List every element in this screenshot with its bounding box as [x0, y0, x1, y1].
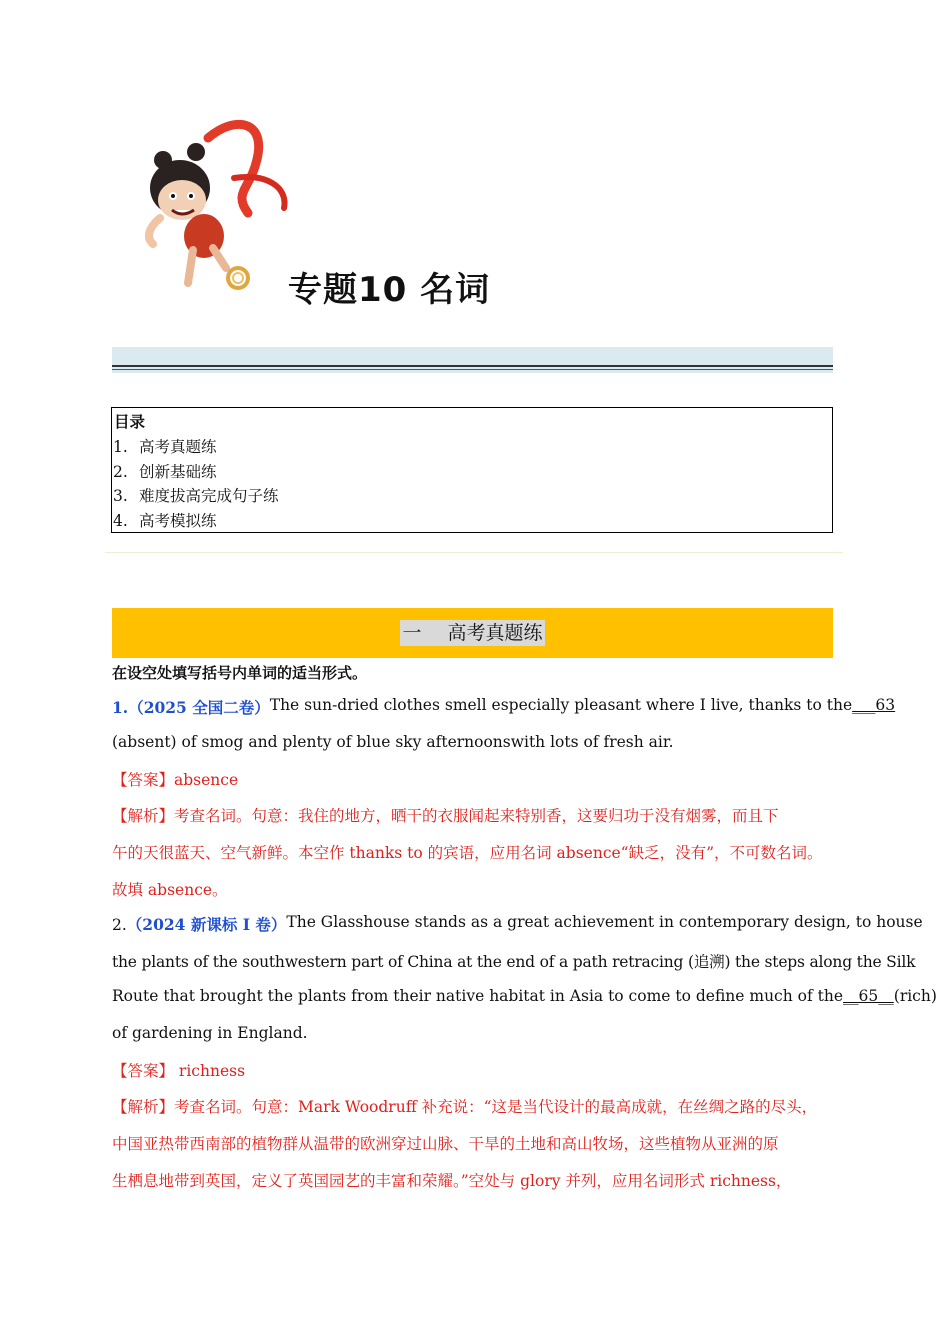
analysis-line: 【解析】考查名词。句意：Mark Woodruff 补充说：“这是当代设计的最高成就，在丝绸之路的尽头，: [112, 1098, 818, 1116]
analysis-line: 【解析】考查名词。句意：我住的地方，晒干的衣服闻起来特别香，这要归功于没有烟雾，而且下: [112, 807, 779, 825]
table-of-contents: [111, 407, 833, 533]
toc-item[interactable]: 4. 高考模拟练: [113, 512, 217, 531]
instruction-text: 在设空处填写括号内单词的适当形式。: [112, 664, 368, 682]
answer-blank: __65__: [843, 987, 894, 1005]
section-title: 一 高考真题练: [402, 622, 543, 644]
analysis-line: 午的天很蓝天、空气新鲜。本空作 thanks to 的宾语，应用名词 absence“缺乏，没有”，不可数名词。: [112, 844, 823, 862]
analysis-line: 故填 absence。: [112, 881, 228, 899]
divider: [105, 552, 843, 553]
answer: 【答案】absence: [112, 771, 239, 789]
question-2: 2.（2024 新课标 I 卷） The Glasshouse stands as a great achievement in contemporary design, to house: [112, 913, 923, 934]
question-text: Route that brought the plants from their native habitat in Asia to come to define much of the __65__ (rich): [112, 987, 937, 1005]
question-text: of gardening in England.: [112, 1024, 308, 1042]
toc-heading: 目录: [114, 413, 146, 431]
nezha-mascot-illustration: [138, 118, 290, 303]
question-1: 1.（2025 全国二卷） The sun-dried clothes smell especially pleasant where I live, thanks to the ___63: [112, 696, 896, 717]
question-source: （2024 新课标 I 卷）: [126, 915, 287, 934]
question-source: （2025 全国二卷）: [128, 698, 270, 717]
toc-item[interactable]: 1. 高考真题练: [113, 437, 217, 456]
answer: 【答案】 richness: [112, 1062, 246, 1080]
analysis-line: 中国亚热带西南部的植物群从温带的欧洲穿过山脉、干旱的土地和高山牧场，这些植物从亚洲的原: [112, 1135, 779, 1153]
toc-item[interactable]: 3. 难度拔高完成句子练: [113, 487, 279, 506]
question-text: (absent) of smog and plenty of blue sky afternoonswith lots of fresh air.: [112, 733, 674, 751]
answer-blank: ___63: [852, 696, 896, 714]
section-header: [112, 608, 833, 658]
page-title: 专题10 名词: [288, 270, 491, 310]
title-divider-banner: [112, 347, 833, 373]
analysis-line: 生栖息地带到英国，定义了英国园艺的丰富和荣耀。”空处与 glory 并列，应用名词形式 richness，: [112, 1172, 792, 1190]
toc-item[interactable]: 2. 创新基础练: [113, 462, 217, 481]
question-text: the plants of the southwestern part of China at the end of a path retracing (追溯) the steps along the Silk: [112, 953, 916, 971]
